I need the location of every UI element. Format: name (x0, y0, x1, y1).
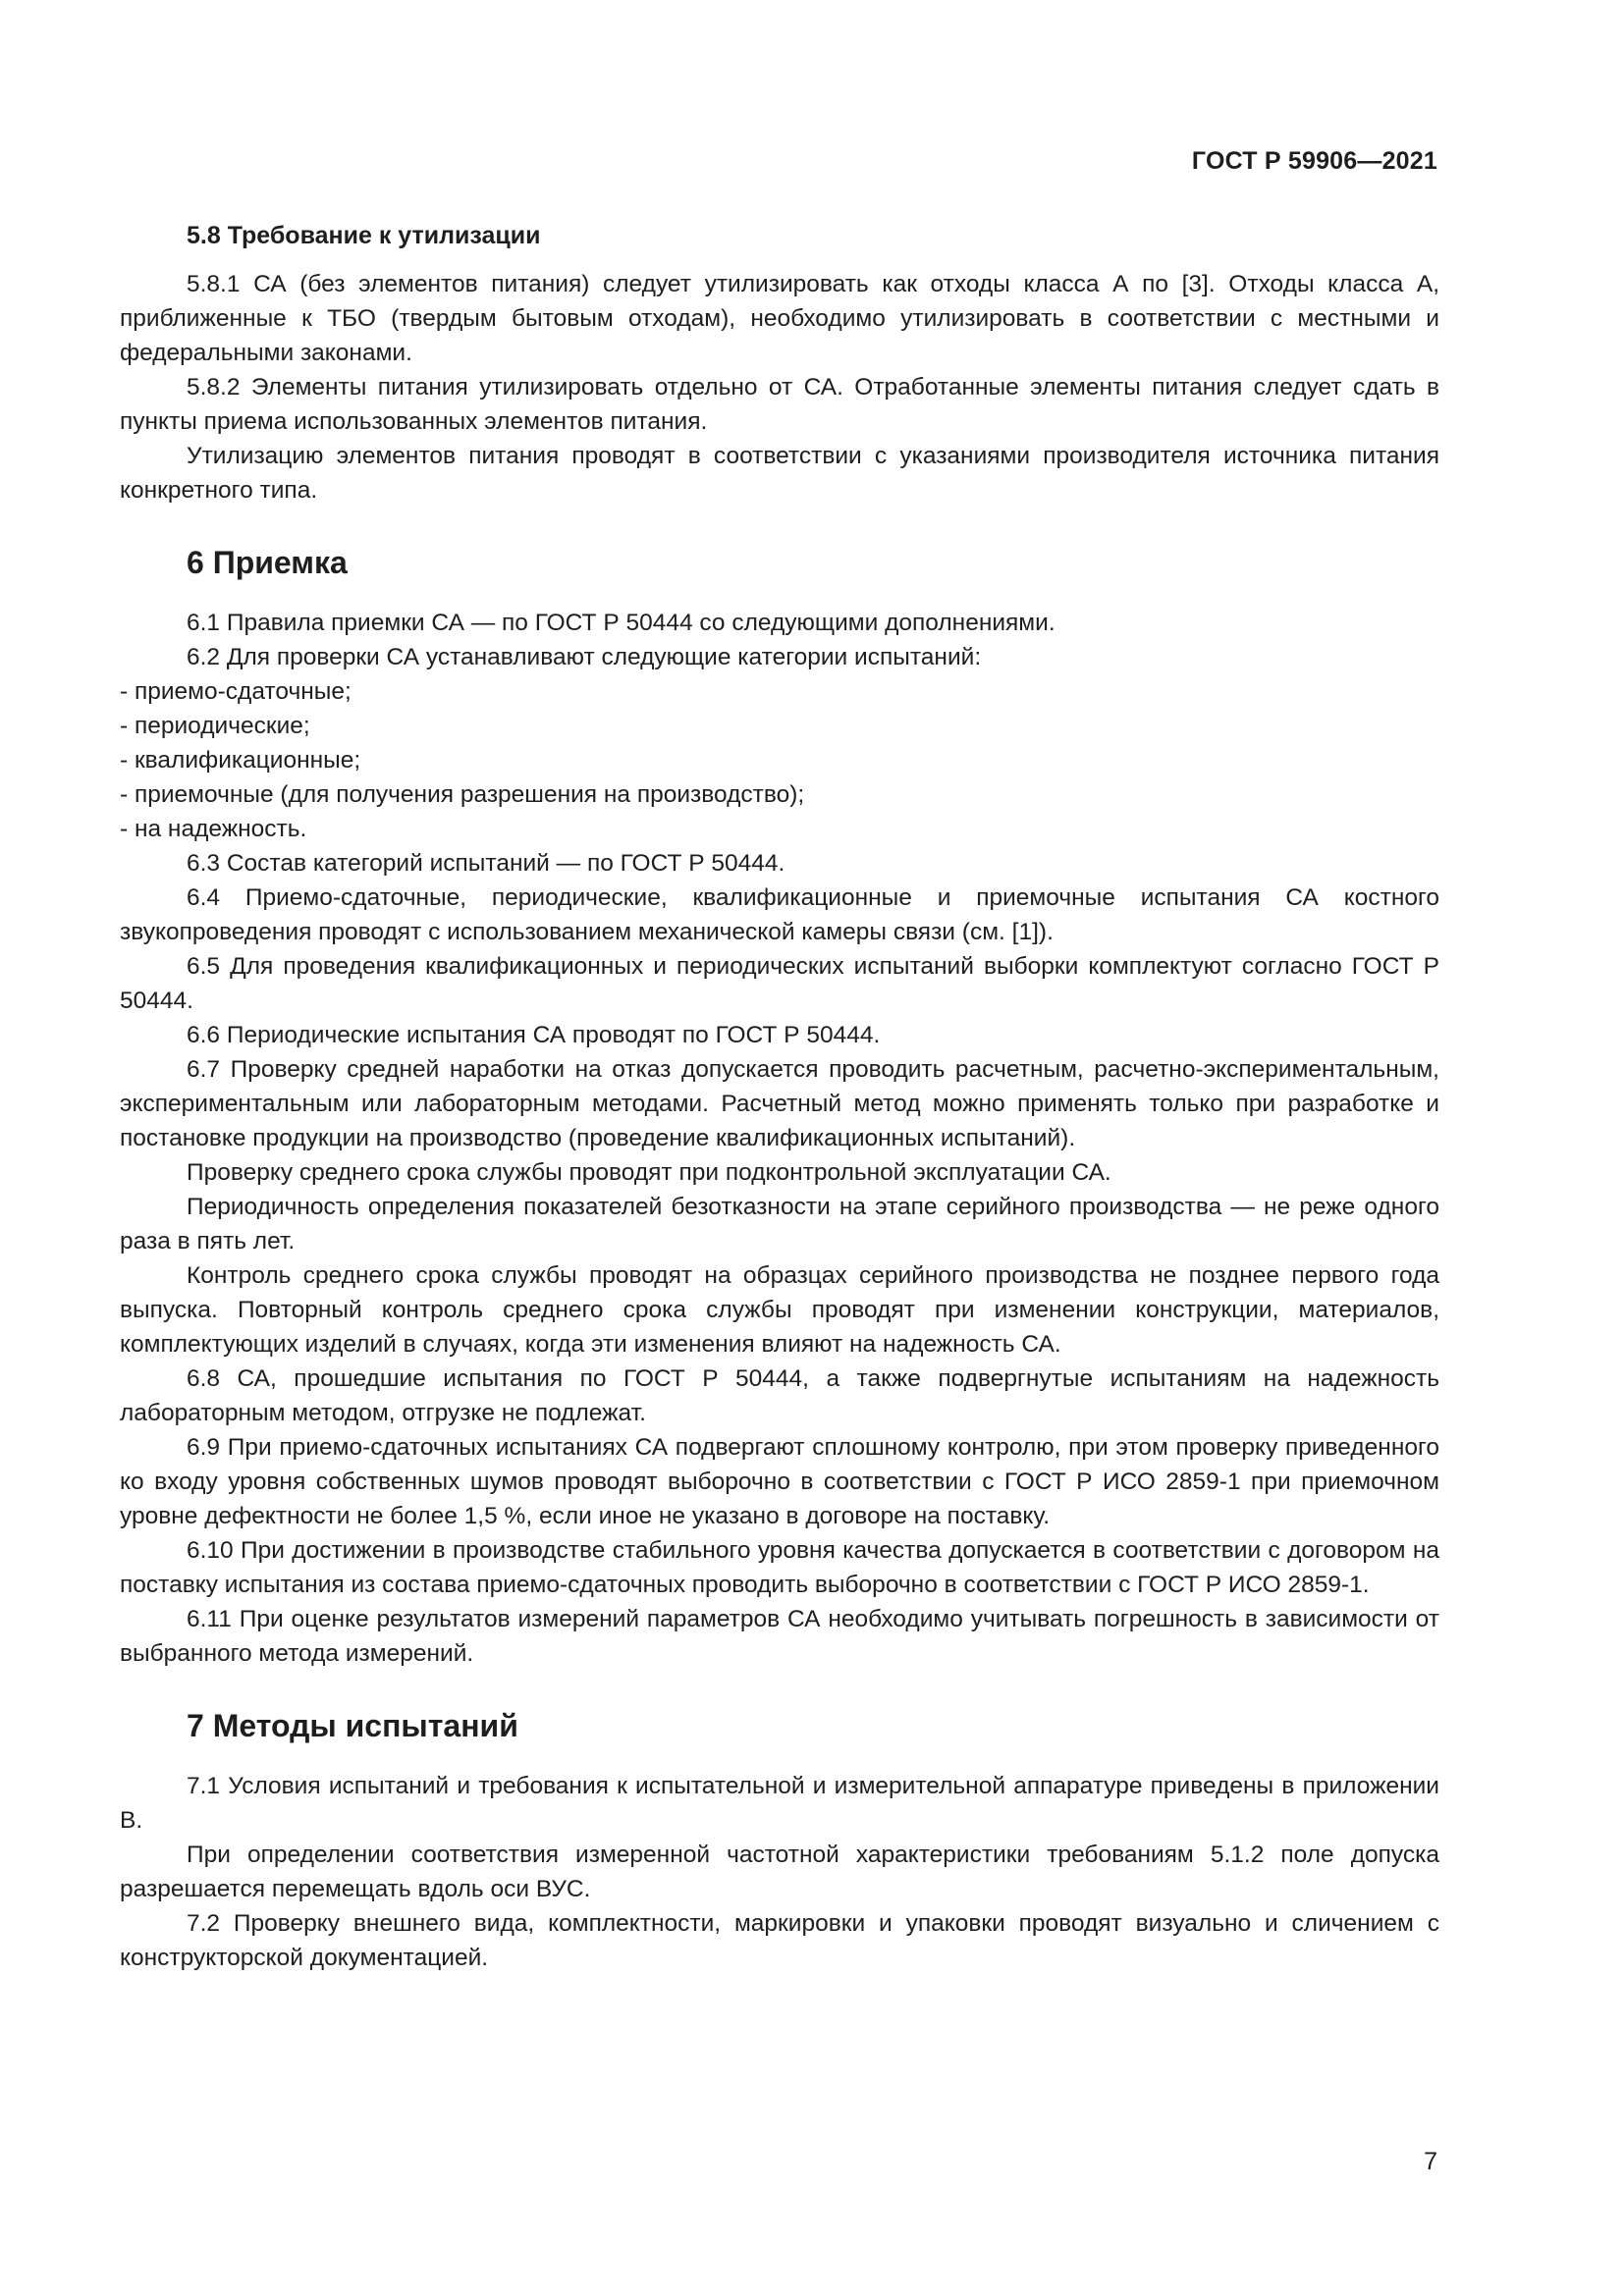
paragraph: 5.8.1 СА (без элементов питания) следует утилизировать как отходы класса А по [3]. Отходы класса А, приближенные к ТБО (твердым бытовым отходам), необходимо утилизировать в соответствии с местными и федеральными законами. (120, 271, 1439, 366)
paragraph: 6.10 При достижении в производстве стабильного уровня качества допускается в соответствии с договором на поставку испытания из состава приемо-сдаточных проводить выборочно в соответствии с ГОСТ Р ИСО 2859-1. (120, 1537, 1439, 1598)
paragraph: 6.2 Для проверки СА устанавливают следующие категории испытаний: (187, 644, 982, 670)
section-6-heading: 6 Приемка (187, 545, 348, 580)
paragraph: При определении соответствия измеренной частотной характеристики требованиям 5.1.2 поле допуска разрешается перемещать вдоль оси ВУС. (120, 1842, 1439, 1902)
paragraph: 6.6 Периодические испытания СА проводят по ГОСТ Р 50444. (187, 1022, 881, 1048)
list-item: - приемо-сдаточные; (120, 678, 352, 705)
list-item: - на надежность. (120, 816, 307, 842)
document-body (120, 218, 1439, 1975)
paragraph: 6.8 СА, прошедшие испытания по ГОСТ Р 50444, а также подвергнутые испытаниям на надежность лабораторным методом, отгрузке не подлежат. (120, 1365, 1439, 1426)
list-item: - приемочные (для получения разрешения на производство); (120, 781, 805, 808)
paragraph: 7.2 Проверку внешнего вида, комплектности, маркировки и упаковки проводят визуально и сличением с конструкторской документацией. (120, 1910, 1439, 1971)
paragraph: Проверку среднего срока службы проводят при подконтрольной эксплуатации СА. (187, 1159, 1111, 1186)
paragraph: 6.4 Приемо-сдаточные, периодические, квалификационные и приемочные испытания СА костного звукопроведения проводят с использованием механической камеры связи (см. [1]). (120, 884, 1439, 945)
paragraph: Периодичность определения показателей безотказности на этапе серийного производства — не реже одного раза в пять лет. (120, 1194, 1439, 1255)
page-number: 7 (1424, 2148, 1437, 2175)
document-code: ГОСТ Р 59906—2021 (1191, 147, 1437, 175)
list-item: - квалификационные; (120, 747, 361, 774)
section-5-8-heading: 5.8 Требование к утилизации (187, 222, 541, 249)
paragraph: Утилизацию элементов питания проводят в соответствии с указаниями производителя источника питания конкретного типа. (120, 443, 1439, 504)
paragraph: 7.1 Условия испытаний и требования к испытательной и измерительной аппаратуре приведены в приложении В. (120, 1773, 1439, 1834)
paragraph: 6.9 При приемо-сдаточных испытаниях СА подвергают сплошному контролю, при этом проверку приведенного ко входу уровня собственных шумов проводят выборочно в соответствии с ГОСТ Р ИСО 2859-1 при приемочном уровне дефектности не более 1,5 %, если иное не указано в договоре на поставку. (120, 1434, 1439, 1529)
paragraph: 6.3 Состав категорий испытаний — по ГОСТ Р 50444. (187, 850, 785, 877)
paragraph: 6.1 Правила приемки СА — по ГОСТ Р 50444 со следующими дополнениями. (187, 610, 1056, 636)
list-item: - периодические; (120, 713, 310, 739)
paragraph: 5.8.2 Элементы питания утилизировать отдельно от СА. Отработанные элементы питания следует сдать в пункты приема использованных элементов питания. (120, 374, 1439, 435)
paragraph: 6.11 При оценке результатов измерений параметров СА необходимо учитывать погрешность в зависимости от выбранного метода измерений. (120, 1606, 1439, 1667)
paragraph: 6.5 Для проведения квалификационных и периодических испытаний выборки комплектуют согласно ГОСТ Р 50444. (120, 953, 1439, 1014)
section-7-heading: 7 Методы испытаний (187, 1708, 518, 1743)
paragraph: 6.7 Проверку средней наработки на отказ допускается проводить расчетным, расчетно-экспериментальным, экспериментальным или лабораторным методами. Расчетный метод можно применять только при разработке и постановке продукции на производство (проведение квалификационных испытаний). (120, 1056, 1439, 1151)
paragraph: Контроль среднего срока службы проводят на образцах серийного производства не позднее первого года выпуска. Повторный контроль среднего срока службы проводят при изменении конструкции, материалов, комплектующих изделий в случаях, когда эти изменения влияют на надежность СА. (120, 1262, 1439, 1358)
